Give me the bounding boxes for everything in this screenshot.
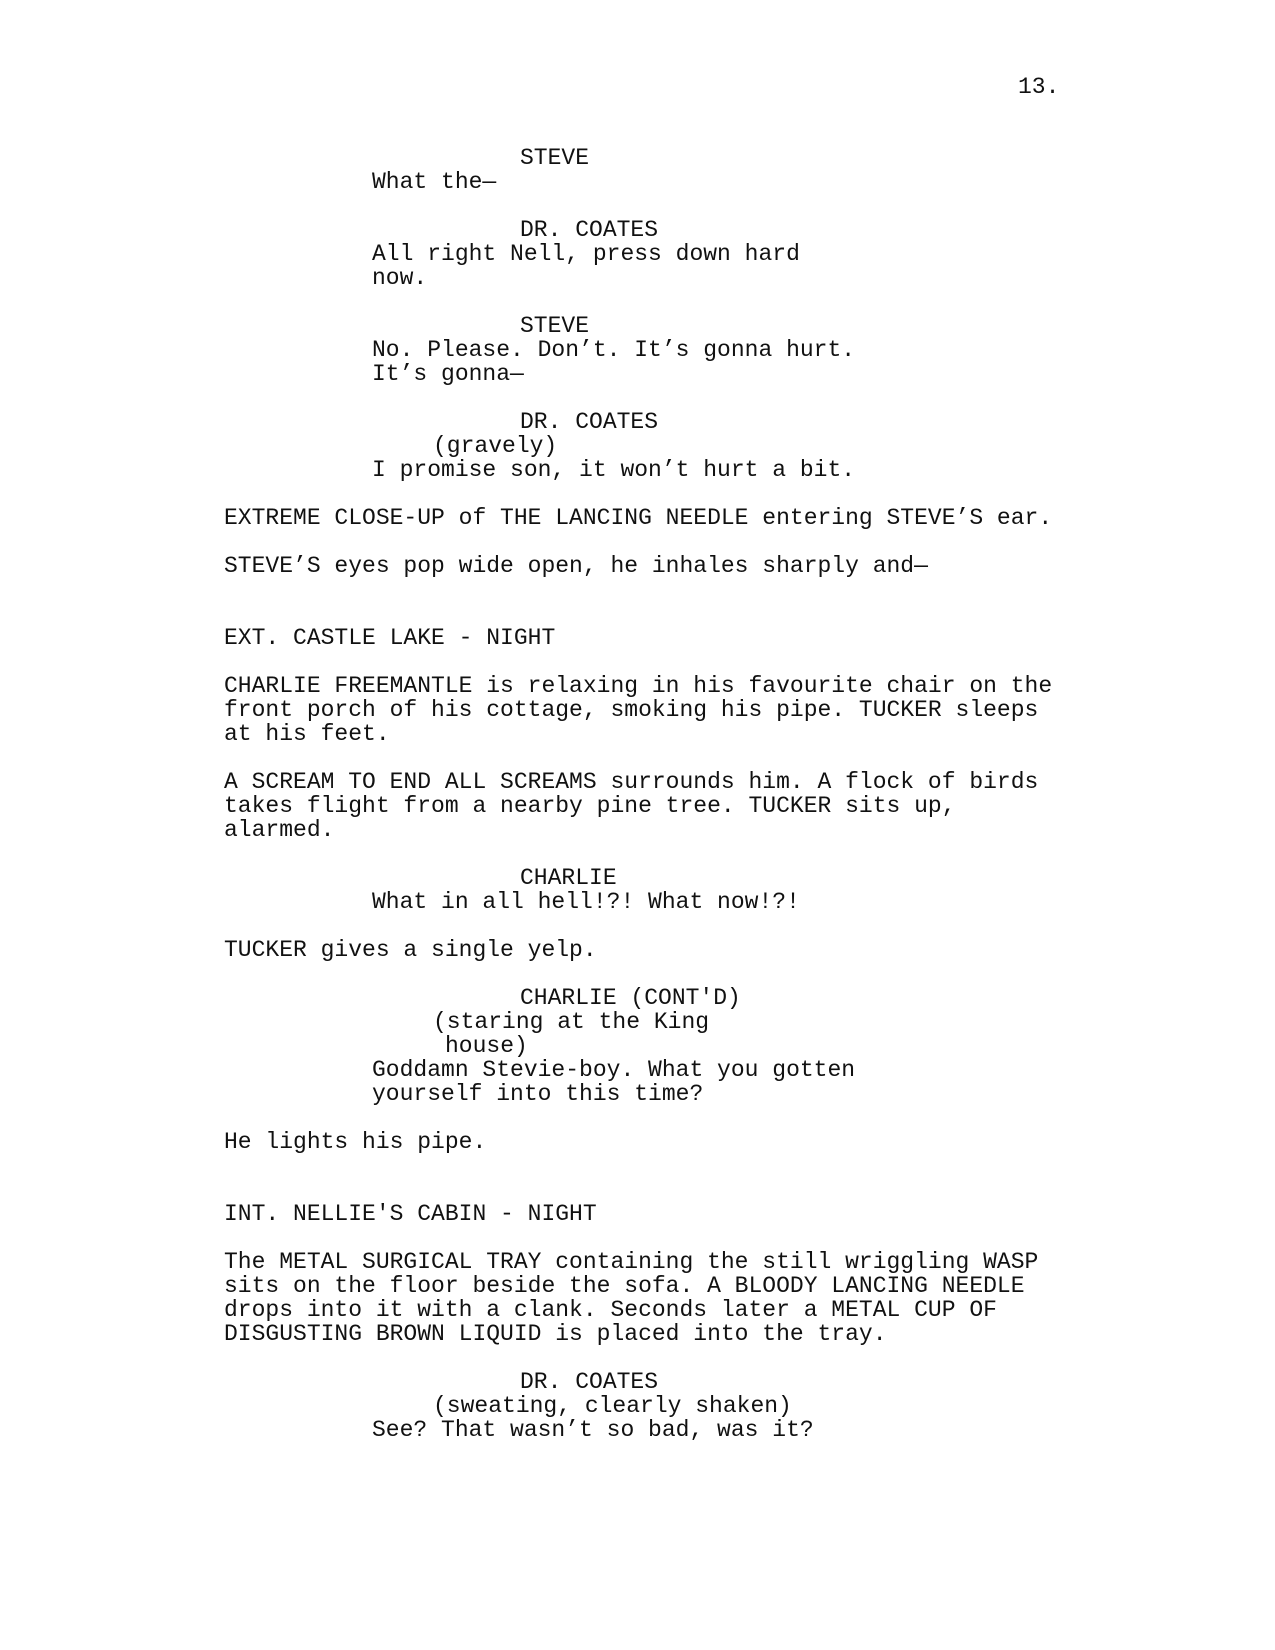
character-cue: DR. COATES	[520, 1369, 659, 1395]
spacer	[0, 962, 1275, 986]
action-line: EXTREME CLOSE-UP of THE LANCING NEEDLE entering STEVE’S ear.	[224, 505, 1053, 531]
spacer	[0, 482, 1275, 506]
action-line: alarmed.	[224, 817, 335, 843]
dialogue-line: yourself into this time?	[372, 1081, 704, 1107]
spacer	[0, 1346, 1275, 1370]
character-cue: STEVE	[520, 145, 590, 171]
dialogue-line: Goddamn Stevie-boy. What you gotten	[372, 1057, 856, 1083]
action-line: sits on the floor beside the sofa. A BLOODY LANCING NEEDLE	[224, 1273, 1025, 1299]
spacer	[0, 578, 1275, 602]
dialogue-line: It’s gonna—	[372, 361, 524, 387]
spacer	[0, 530, 1275, 554]
action-line: front porch of his cottage, smoking his pipe. TUCKER sleeps	[224, 697, 1039, 723]
action-line: TUCKER gives a single yelp.	[224, 937, 597, 963]
character-cue: CHARLIE	[520, 865, 617, 891]
action-line: drops into it with a clank. Seconds later a METAL CUP OF	[224, 1297, 997, 1323]
page-number: 13.	[1018, 74, 1060, 100]
parenthetical: (gravely)	[433, 433, 558, 459]
spacer	[0, 746, 1275, 770]
spacer	[0, 386, 1275, 410]
dialogue-line: now.	[372, 265, 428, 291]
character-cue: DR. COATES	[520, 217, 659, 243]
action-line: The METAL SURGICAL TRAY containing the still wriggling WASP	[224, 1249, 1039, 1275]
spacer	[0, 194, 1275, 218]
action-line: A SCREAM TO END ALL SCREAMS surrounds him. A flock of birds	[224, 769, 1039, 795]
dialogue-line: See? That wasn’t so bad, was it?	[372, 1417, 814, 1443]
action-line: CHARLIE FREEMANTLE is relaxing in his favourite chair on the	[224, 673, 1053, 699]
spacer	[0, 1154, 1275, 1178]
screenplay-body	[0, 146, 1275, 1442]
scene-heading: INT. NELLIE'S CABIN - NIGHT	[224, 1201, 597, 1227]
spacer	[0, 914, 1275, 938]
action-line: at his feet.	[224, 721, 390, 747]
character-cue: DR. COATES	[520, 409, 659, 435]
parenthetical: (sweating, clearly shaken)	[433, 1393, 792, 1419]
spacer	[0, 1226, 1275, 1250]
dialogue-line: No. Please. Don’t. It’s gonna hurt.	[372, 337, 856, 363]
spacer	[0, 290, 1275, 314]
dialogue-line: What the—	[372, 169, 497, 195]
parenthetical: (staring at the King	[433, 1009, 710, 1035]
spacer	[0, 602, 1275, 626]
scene-heading: EXT. CASTLE LAKE - NIGHT	[224, 625, 556, 651]
dialogue-line: I promise son, it won’t hurt a bit.	[372, 457, 856, 483]
character-cue: STEVE	[520, 313, 590, 339]
parenthetical: house)	[445, 1033, 528, 1059]
spacer	[0, 842, 1275, 866]
spacer	[0, 650, 1275, 674]
dialogue-line: What in all hell!?! What now!?!	[372, 889, 800, 915]
dialogue-line: All right Nell, press down hard	[372, 241, 800, 267]
spacer	[0, 1178, 1275, 1202]
action-line: DISGUSTING BROWN LIQUID is placed into the tray.	[224, 1321, 887, 1347]
spacer	[0, 1106, 1275, 1130]
character-cue: CHARLIE (CONT'D)	[520, 985, 741, 1011]
action-line: takes flight from a nearby pine tree. TUCKER sits up,	[224, 793, 956, 819]
action-line: He lights his pipe.	[224, 1129, 487, 1155]
action-line: STEVE’S eyes pop wide open, he inhales sharply and—	[224, 553, 928, 579]
